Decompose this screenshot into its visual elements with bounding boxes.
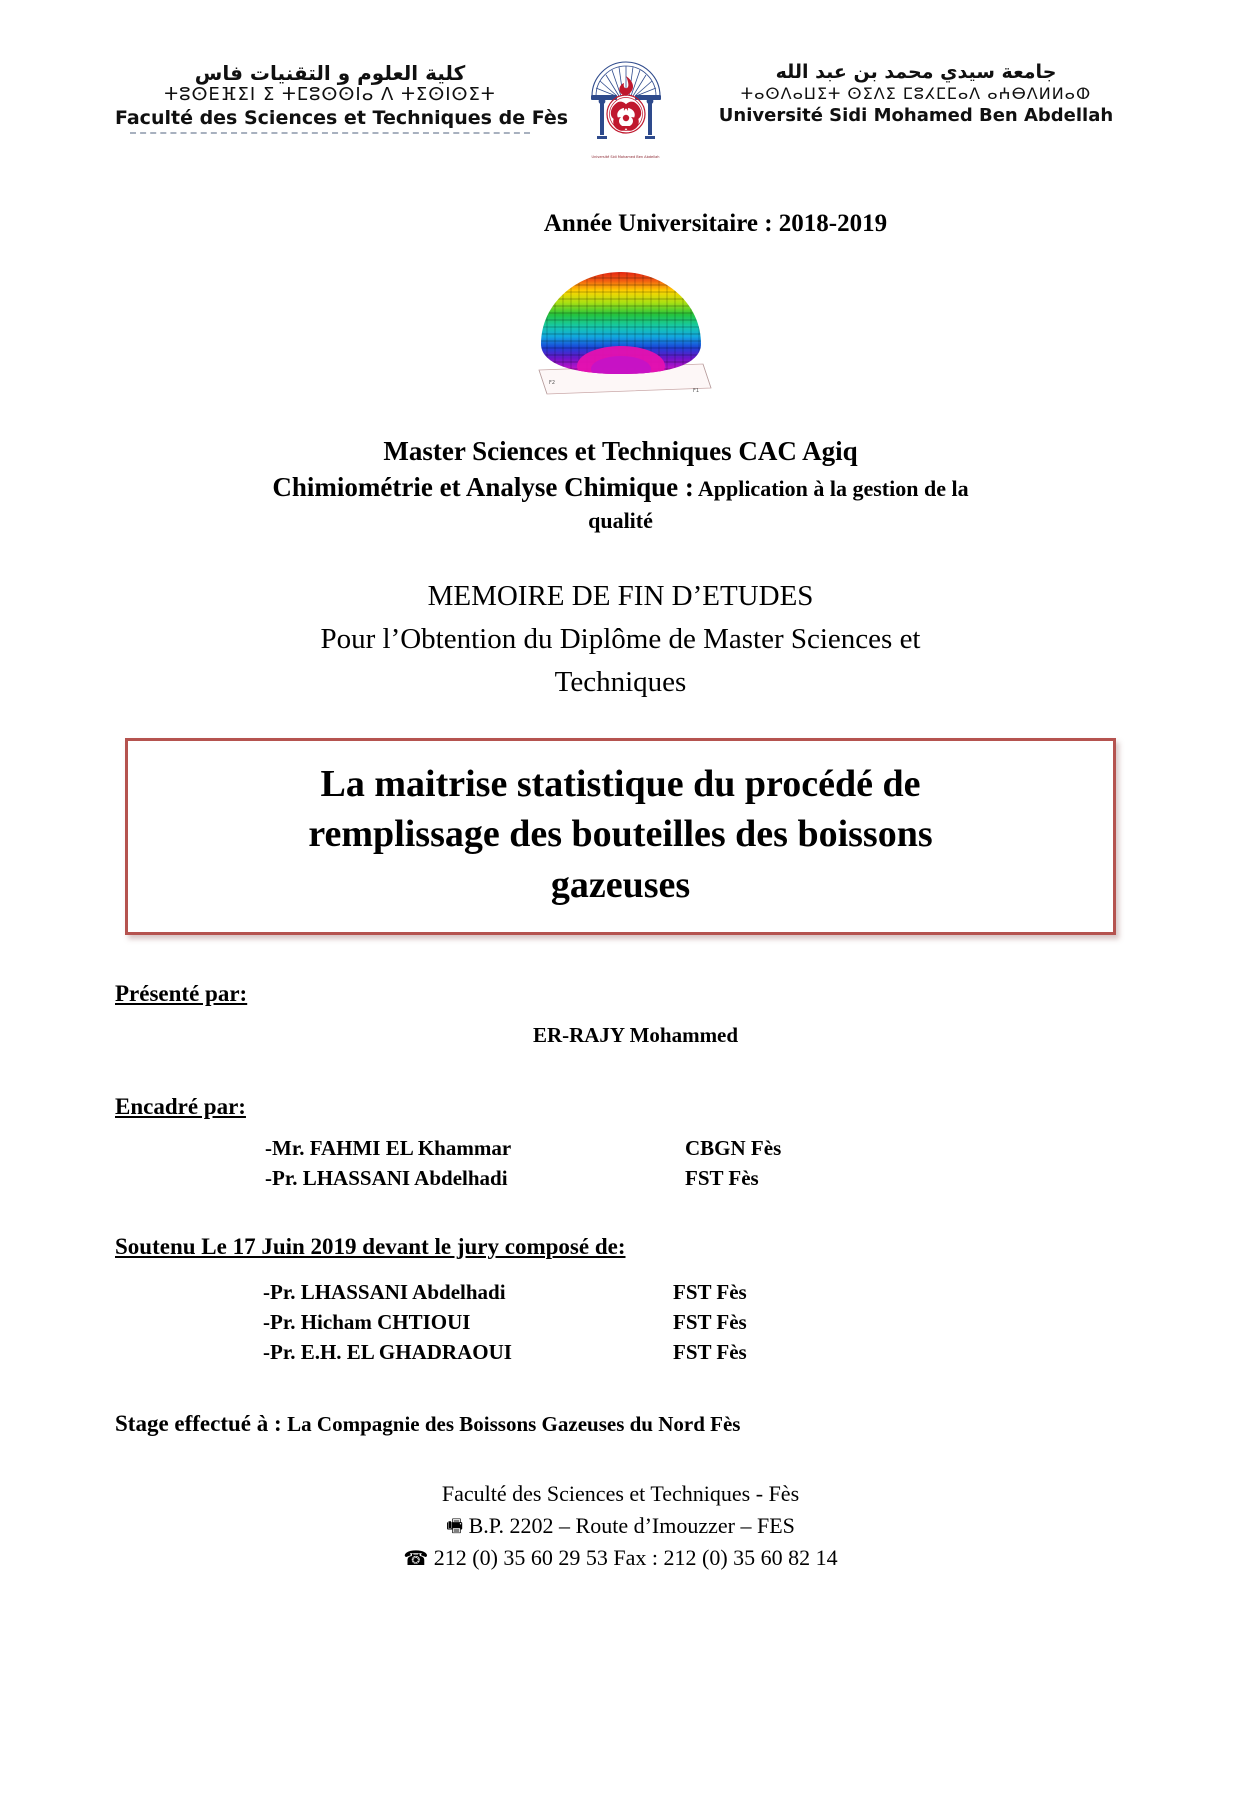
university-name-arabic: جامعة سيدي محمد بن عبد الله bbox=[775, 61, 1057, 83]
memoire-block bbox=[115, 575, 1126, 704]
memoire-line-1: MEMOIRE DE FIN D’ETUDES bbox=[427, 580, 814, 613]
internship-company: La Compagnie des Boissons Gazeuses du Nord Fès bbox=[287, 1412, 741, 1437]
list-item bbox=[263, 1338, 1126, 1368]
usmba-emblem-logo bbox=[578, 48, 674, 158]
jury-member-name: -Pr. Hicham CHTIOUI bbox=[263, 1309, 471, 1334]
faculty-identity-block bbox=[115, 48, 569, 134]
list-item bbox=[265, 1134, 1126, 1164]
axis-label-f2: F2 bbox=[548, 380, 555, 386]
supervisors-list bbox=[115, 1134, 1126, 1194]
phone-icon: ☎ bbox=[403, 1545, 429, 1570]
logo-caption: Université Sidi Mohamed Ben Abdellah bbox=[591, 155, 660, 160]
university-name-french: Université Sidi Mohamed Ben Abdellah bbox=[718, 104, 1114, 126]
university-identity-block bbox=[706, 48, 1126, 126]
footer-address: B.P. 2202 – Route d’Imouzzer – FES bbox=[468, 1512, 795, 1538]
axis-label-f1: F1 bbox=[692, 388, 699, 394]
jury-member-affiliation: FST Fès bbox=[673, 1309, 747, 1334]
header-divider-rule bbox=[130, 132, 530, 134]
list-item bbox=[265, 1164, 1126, 1194]
thesis-title-line-1: La maitrise statistique du procédé de bbox=[320, 762, 921, 805]
footer-phone-row bbox=[0, 1542, 1241, 1574]
jury-label: Soutenu Le 17 Juin 2019 devant le jury composé de: bbox=[115, 1234, 626, 1259]
response-surface-plot-icon bbox=[525, 266, 717, 402]
supervisor-name: -Mr. FAHMI EL Khammar bbox=[265, 1136, 512, 1161]
footer-faculty: Faculté des Sciences et Techniques - Fès bbox=[441, 1480, 800, 1506]
faculty-name-french: Faculté des Sciences et Techniques de Fès bbox=[115, 106, 569, 129]
program-specialty: Chimiométrie et Analyse Chimique : bbox=[272, 471, 694, 502]
supervisor-affiliation: CBGN Fès bbox=[685, 1136, 782, 1161]
usmba-emblem-icon bbox=[578, 48, 674, 158]
internship-section bbox=[115, 1411, 1126, 1437]
jury-member-affiliation: FST Fès bbox=[673, 1280, 747, 1304]
faculty-name-tifinagh: ⵜⵓⵙⴹⴼⵉⵏ ⵉ ⵜⵎⵓⵙⵙⵏⴰ ⴷ ⵜⵉⵙⵏⵙⵉⵜ bbox=[164, 84, 496, 105]
program-specialty-sub: Application à la gestion de la bbox=[697, 475, 969, 501]
list-item bbox=[263, 1308, 1126, 1338]
program-block bbox=[115, 434, 1126, 535]
program-name: Master Sciences et Techniques CAC Agiq bbox=[383, 436, 858, 466]
page-footer bbox=[0, 1478, 1241, 1574]
jury-member-affiliation: FST Fès bbox=[673, 1339, 747, 1364]
fax-icon: 🖷 bbox=[446, 1515, 464, 1537]
thesis-title-line-2: remplissage des bouteilles des boissons bbox=[308, 813, 933, 856]
memoire-line-3: Techniques bbox=[554, 665, 687, 698]
list-item bbox=[263, 1278, 1126, 1308]
student-name: ER-RAJY Mohammed bbox=[532, 1023, 739, 1048]
supervised-by-section bbox=[115, 1048, 1126, 1194]
faculty-name-arabic: كلية العلوم و التقنيات فاس bbox=[194, 61, 466, 85]
page-header bbox=[115, 0, 1126, 168]
jury-member-name: -Pr. E.H. EL GHADRAOUI bbox=[263, 1339, 512, 1364]
program-specialty-sub2: qualité bbox=[588, 507, 653, 533]
jury-section bbox=[115, 1194, 1126, 1367]
thesis-title-box bbox=[125, 738, 1116, 936]
supervisor-affiliation: FST Fès bbox=[685, 1166, 759, 1191]
thesis-title-line-3: gazeuses bbox=[550, 863, 691, 906]
presented-by-section bbox=[115, 935, 1126, 1048]
supervised-by-label: Encadré par: bbox=[115, 1094, 246, 1120]
footer-phone: 212 (0) 35 60 29 53 Fax : 212 (0) 35 60 82 14 bbox=[433, 1544, 838, 1570]
footer-address-row bbox=[0, 1510, 1241, 1542]
university-name-tifinagh: ⵜⴰⵙⴷⴰⵡⵉⵜ ⵙⵉⴷⵉ ⵎⵓⵃⵎⵎⴰⴷ ⴰⵄⴱⴷⵍⵍⴰⵀ bbox=[740, 83, 1092, 103]
presented-by-label: Présenté par: bbox=[115, 981, 248, 1007]
jury-members-list bbox=[115, 1278, 1126, 1367]
memoire-line-2: Pour l’Obtention du Diplôme de Master Sciences et bbox=[320, 622, 921, 655]
supervisor-name: -Pr. LHASSANI Abdelhadi bbox=[265, 1166, 508, 1191]
academic-year: Année Universitaire : 2018-2019 bbox=[543, 210, 888, 237]
program-specialty-line bbox=[115, 470, 1126, 506]
figure-container bbox=[115, 266, 1126, 402]
internship-label: Stage effectué à : bbox=[115, 1411, 282, 1437]
jury-member-name: -Pr. LHASSANI Abdelhadi bbox=[263, 1280, 506, 1304]
response-surface-figure bbox=[525, 266, 717, 402]
